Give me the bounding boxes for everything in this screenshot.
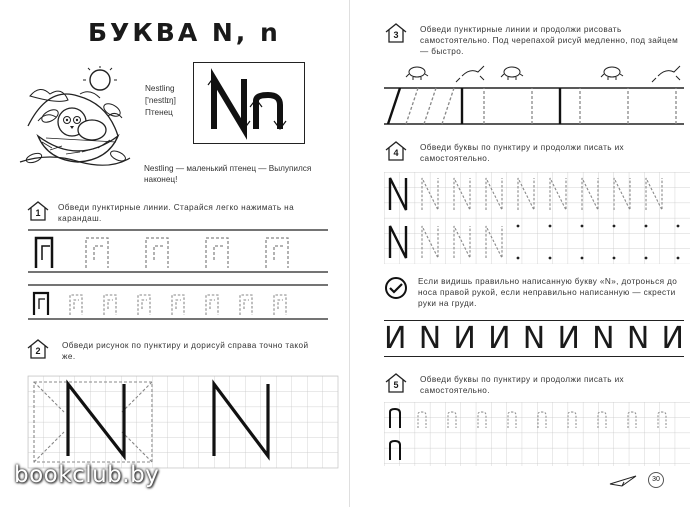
letter-item: N bbox=[592, 321, 615, 356]
letter-item: N bbox=[418, 321, 442, 356]
watermark: bookclub.by bbox=[14, 462, 160, 488]
letter-item: И bbox=[557, 321, 580, 356]
vocab-transcription: ['nestlɪŋ] bbox=[145, 96, 176, 105]
small-letter-grid bbox=[384, 402, 690, 466]
check-instruction: Если видишь правильно написанную букву «N», дотронься до носа правой рукой, если неправильно написанную — скрести руки на груди. bbox=[418, 277, 678, 308]
trace-row-small bbox=[28, 283, 328, 321]
checkmark-icon bbox=[384, 276, 408, 300]
exercise-1-instruction: Обведи пунктирные линии. Старайся легко нажимать на карандаш. bbox=[58, 203, 295, 223]
letter-item: И bbox=[384, 321, 407, 356]
letter-practice-grid bbox=[384, 172, 690, 264]
vocab-word: Nestling bbox=[145, 84, 175, 93]
exercise-5-badge bbox=[384, 372, 408, 394]
paper-plane-icon bbox=[608, 474, 638, 488]
drawing-grid bbox=[28, 376, 338, 468]
vocab-translation: Птенец bbox=[145, 108, 173, 117]
exercise-4-badge bbox=[384, 140, 408, 162]
exercise-3-instruction: Обведи пунктирные линии и продолжи рисовать самостоятельно. Под черепахой рисуй медленно, под зайцем — быстро. bbox=[420, 25, 679, 56]
exercise-1-badge bbox=[26, 200, 50, 222]
trace-row-big bbox=[28, 228, 328, 274]
page-title: БУКВА N, n bbox=[88, 18, 281, 47]
page-number: 30 bbox=[648, 472, 664, 488]
exercise-2-instruction: Обведи рисунок по пунктиру и дорисуй справа точно такой же. bbox=[62, 341, 309, 361]
exercise-4-instruction: Обведи буквы по пунктиру и продолжи писать их самостоятельно. bbox=[420, 143, 625, 163]
exercise-number: 2 bbox=[35, 346, 41, 356]
exercise-5-instruction: Обведи буквы по пунктиру и продолжи писать их самостоятельно. bbox=[420, 375, 625, 395]
exercise-number: 1 bbox=[35, 208, 41, 218]
letter-item: И bbox=[453, 321, 476, 356]
letter-item: N bbox=[626, 321, 650, 356]
nestling-illustration bbox=[20, 66, 130, 176]
exercise-number: 4 bbox=[393, 148, 399, 158]
exercise-number: 3 bbox=[393, 30, 399, 40]
right-page bbox=[350, 0, 700, 507]
exercise-number: 5 bbox=[393, 380, 399, 390]
letter-item: И bbox=[488, 321, 511, 356]
letter-item: И bbox=[661, 321, 684, 356]
exercise-3-badge bbox=[384, 22, 408, 44]
exercise-2-badge bbox=[26, 338, 50, 360]
speed-lines bbox=[384, 64, 684, 130]
letter-item: N bbox=[522, 321, 546, 356]
letter-recognition-row bbox=[384, 318, 684, 360]
rhyme: Nestling — маленький птенец — Вылупился наконец! bbox=[144, 164, 312, 184]
letter-box bbox=[193, 62, 305, 144]
